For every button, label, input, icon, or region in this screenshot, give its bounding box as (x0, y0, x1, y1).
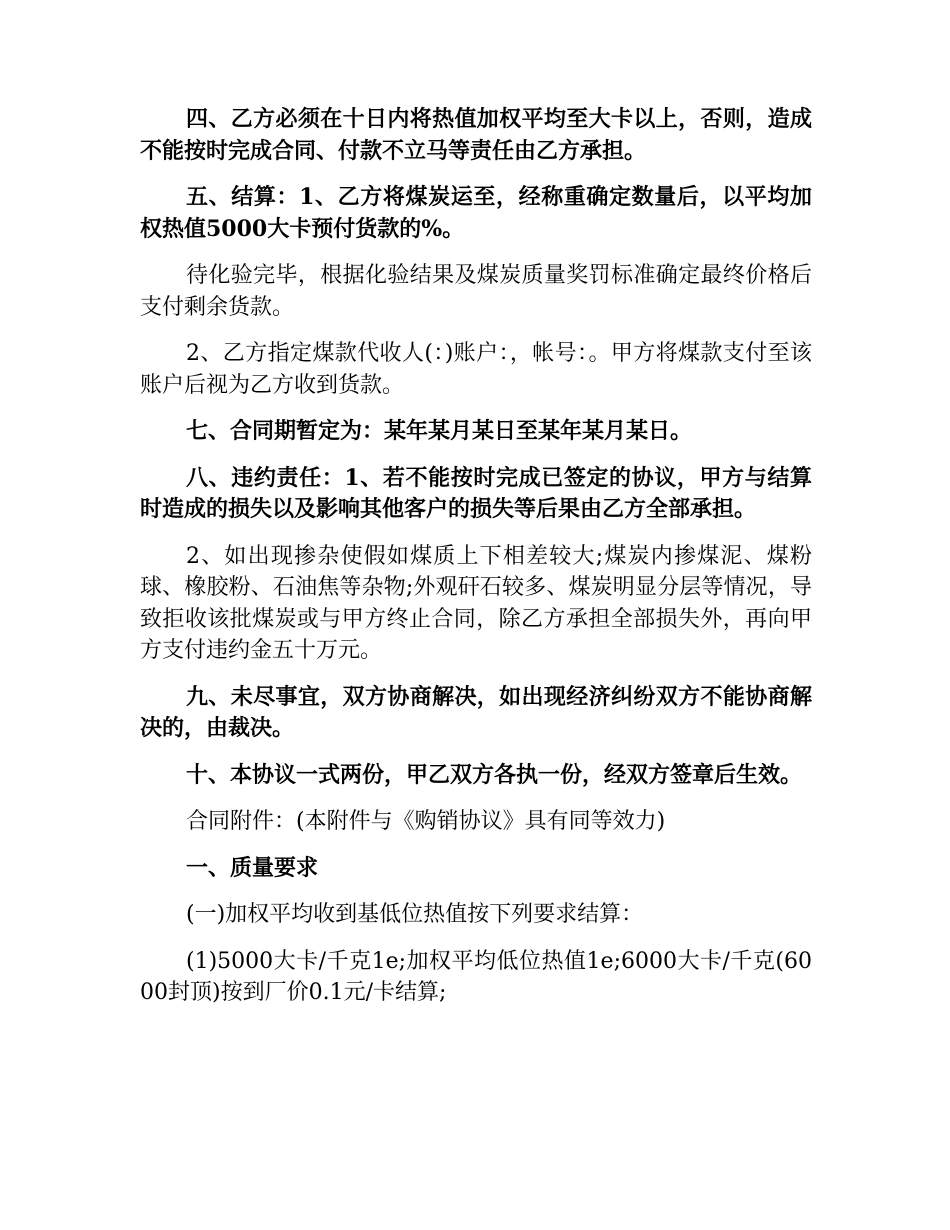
appendix-intro-paragraph: 合同附件：(本附件与《购销协议》具有同等效力) (186, 809, 666, 834)
clause-5-settlement-paragraph: 五、结算：1、乙方将煤炭运至，经称重确定数量后，以平均加权热值5000大卡预付货款的%。 (140, 184, 812, 242)
liability-adulteration-paragraph: 2、如出现掺杂使假如煤质上下相差较大;煤炭内掺煤泥、煤粉球、橡胶粉、石油焦等杂物;外观矸石较多、煤炭明显分层等情况，导致拒收该批煤炭或与甲方终止合同，除乙方承担全部损失外，再向甲方支付违约金五十万元。 (140, 543, 812, 663)
clause-10-copies-paragraph: 十、本协议一式两份，甲乙双方各执一份，经双方签章后生效。 (186, 761, 803, 788)
clause-7-term-paragraph: 七、合同期暂定为：某年某月某日至某年某月某日。 (186, 418, 693, 444)
settlement-account-paragraph: 2、乙方指定煤款代收人(：)账户：，帐号：。甲方将煤款支付至该账户后视为乙方收到货款。 (140, 341, 812, 398)
clause-8-liability-paragraph: 八、违约责任：1、若不能按时完成已签定的协议，甲方与结算时造成的损失以及影响其他客户的损失等后果由乙方全部承担。 (140, 464, 812, 522)
settlement-balance-paragraph: 待化验完毕，根据化验结果及煤炭质量奖罚标准确定最终价格后支付剩余货款。 (140, 263, 812, 320)
quality-settlement-paragraph: (一)加权平均收到基低位热值按下列要求结算： (186, 902, 644, 927)
clause-4-paragraph: 四、乙方必须在十日内将热值加权平均至大卡以上，否则，造成不能按时完成合同、付款不立马等责任由乙方承担。 (140, 106, 812, 164)
clause-9-disputes-paragraph: 九、未尽事宜，双方协商解决，如出现经济纠纷双方不能协商解决的，由裁决。 (140, 683, 812, 741)
quality-price-paragraph: (1)5000大卡/千克1e;加权平均低位热值1e;6000大卡/千克(6000封顶)按到厂价0.1元/卡结算; (140, 948, 812, 1005)
document-page (140, 104, 812, 1024)
quality-requirements-heading: 一、质量要求 (186, 854, 319, 881)
